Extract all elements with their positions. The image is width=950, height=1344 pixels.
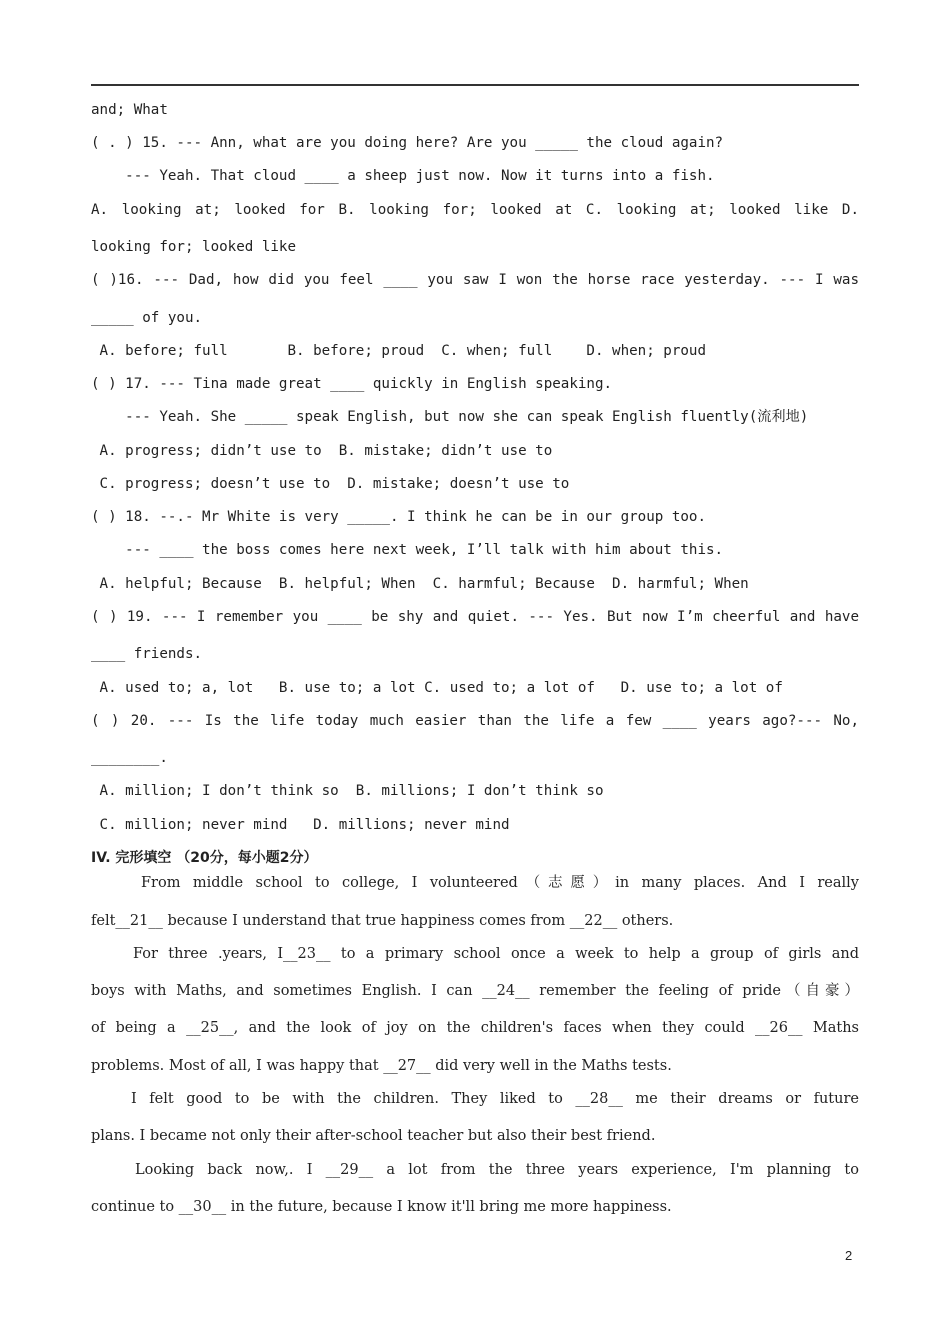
options-15: A. looking at; looked for B. looking for; looked at C. looking at; looked like D. <box>91 202 859 218</box>
options-17: A. progress; didn’t use to B. mistake; didn’t use to <box>91 443 553 459</box>
passage-line: problems. Most of all, I was happy that __27__ did very well in the Maths tests. <box>91 1058 672 1074</box>
text-line: _____ of you. <box>91 310 203 326</box>
text-line: --- ____ the boss comes here next week, I’ll talk with him about this. <box>91 542 724 558</box>
header-rule <box>91 84 859 86</box>
text-line: ____ friends. <box>91 646 203 662</box>
options-17: C. progress; doesn’t use to D. mistake; doesn’t use to <box>91 476 570 492</box>
text-line: and; What <box>91 102 168 118</box>
passage-line: continue to __30__ in the future, because I know it'll bring me more happiness. <box>91 1199 672 1215</box>
text-line: ________. <box>91 750 168 766</box>
passage-line: felt__21__ because I understand that true happiness comes from __22__ others. <box>91 913 674 929</box>
passage-line: of being a __25__, and the look of joy on the children's faces when they could __26__ Maths <box>91 1020 859 1036</box>
passage-line: Looking back now,. I __29__ a lot from the three years experience, I'm planning to <box>135 1162 859 1178</box>
question-18: ( ) 18. --.- Mr White is very _____. I think he can be in our group too. <box>91 509 706 525</box>
options-19: A. used to; a, lot B. use to; a lot C. used to; a lot of D. use to; a lot of <box>91 680 783 696</box>
question-15: ( . ) 15. --- Ann, what are you doing here? Are you _____ the cloud again? <box>91 135 724 151</box>
question-17: ( ) 17. --- Tina made great ____ quickly in English speaking. <box>91 376 613 392</box>
options-16: A. before; full B. before; proud C. when; full D. when; proud <box>91 343 706 359</box>
text-line: --- Yeah. She _____ speak English, but now she can speak English fluently(流利地) <box>91 409 809 425</box>
passage-line: From middle school to college, I volunteered（志愿）in many places. And I really <box>141 875 859 891</box>
question-19: ( ) 19. --- I remember you ____ be shy and quiet. --- Yes. But now I’m cheerful and have <box>91 609 859 625</box>
passage-line: I felt good to be with the children. They liked to __28__ me their dreams or future <box>131 1091 859 1107</box>
question-20: ( ) 20. --- Is the life today much easier than the life a few ____ years ago?--- No, <box>91 713 859 729</box>
options-20: C. million; never mind D. millions; never mind <box>91 817 510 833</box>
passage-line: plans. I became not only their after-school teacher but also their best friend. <box>91 1128 656 1144</box>
options-20: A. million; I don’t think so B. millions; I don’t think so <box>91 783 604 799</box>
section-heading: IV. 完形填空 （20分，每小题2分） <box>91 850 318 866</box>
text-line: looking for; looked like <box>91 239 296 255</box>
text-line: --- Yeah. That cloud ____ a sheep just now. Now it turns into a fish. <box>91 168 715 184</box>
page-number: 2 <box>845 1248 853 1263</box>
passage-line: For three .years, I__23__ to a primary school once a week to help a group of girls and <box>133 946 859 962</box>
options-18: A. helpful; Because B. helpful; When C. harmful; Because D. harmful; When <box>91 576 749 592</box>
passage-line: boys with Maths, and sometimes English. I can __24__ remember the feeling of pride（自豪） <box>91 983 859 999</box>
question-16: ( )16. --- Dad, how did you feel ____ you saw I won the horse race yesterday. --- I was <box>91 272 859 288</box>
